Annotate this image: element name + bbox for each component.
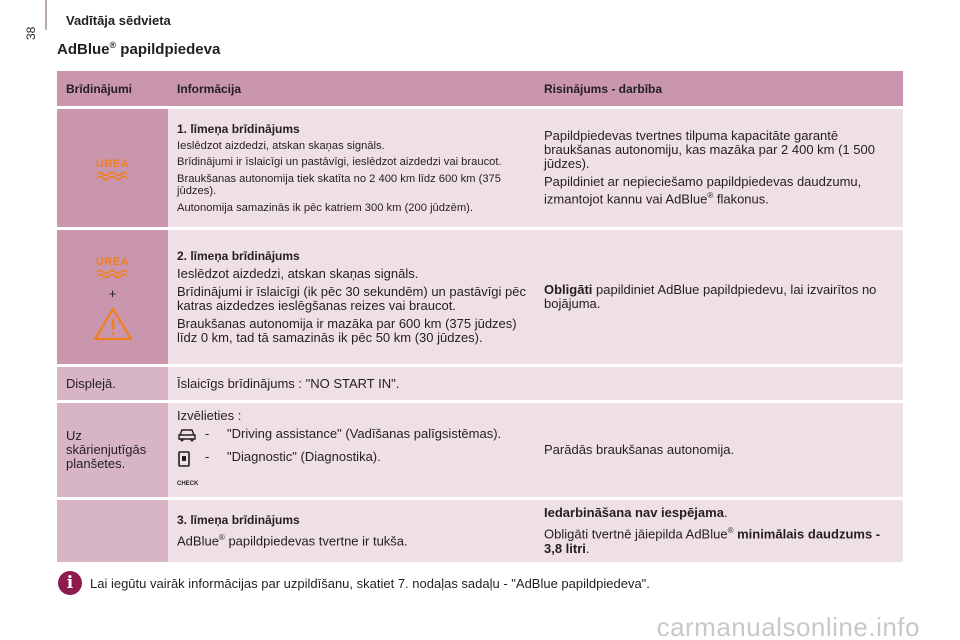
table-row — [57, 500, 903, 562]
section-title: Vadītāja sēdvieta — [66, 13, 171, 28]
column-header-warnings: Brīdinājumi — [57, 71, 168, 106]
option-diagnostic: "Diagnostic" (Diagnostika). — [227, 449, 381, 464]
level-3-title: 3. līmeņa brīdinājums — [177, 513, 300, 528]
column-header-information: Informācija — [168, 71, 535, 106]
action-text: Papildiniet ar nepieciešamo papildpiedevas daudzumu, izmantojot kannu vai AdBlue® flakonus. — [544, 174, 862, 207]
check-label: CHECK — [177, 481, 199, 487]
warning-cell — [57, 109, 168, 227]
table-row — [57, 230, 903, 364]
warning-cell — [57, 230, 168, 364]
watermark: carmanualsonline.info — [656, 612, 920, 640]
info-line: AdBlue® papildpiedevas tvertne ir tukša. — [177, 533, 408, 549]
action-text: Obligāti tvertnē jāiepilda AdBlue® minimālais daudzums - 3,8 litri. — [544, 526, 881, 556]
warning-cell — [57, 500, 168, 562]
choose-label: Izvēlieties : — [177, 408, 242, 423]
warnings-table — [57, 68, 903, 565]
information-cell — [168, 500, 535, 562]
action-cell: Parādās braukšanas autonomija. — [535, 403, 903, 497]
page-heading: AdBlue® papildpiedeva — [57, 40, 221, 58]
info-line: Ieslēdzot aizdedzi, atskan skaņas signāls. — [177, 139, 385, 152]
table-row — [57, 367, 903, 400]
action-text: Iedarbināšana nav iespējama. — [544, 505, 728, 521]
column-header-action: Risinājums - darbība — [535, 71, 903, 106]
menu-option: - "Diagnostic" (Diagnostika). — [177, 450, 526, 471]
information-cell — [168, 109, 535, 227]
level-2-title: 2. līmeņa brīdinājums — [177, 249, 300, 263]
info-line: Braukšanas autonomija tiek skatīta no 2 400 km līdz 600 km (375 jūdzes). — [177, 172, 501, 198]
menu-option: - "Driving assistance" (Vadīšanas palīgsistēmas). — [177, 427, 526, 446]
table-header-row — [57, 71, 903, 106]
location-cell: Displejā. — [57, 367, 168, 400]
info-line: Brīdinājumi ir īslaicīgi un pastāvīgi, ieslēdzot aizdedzi vai braucot. — [177, 156, 502, 169]
urea-warning-icon: UREA — [96, 159, 130, 181]
info-line: Brīdinājumi ir īslaicīgi (ik pēc 30 sekundēm) un pastāvīgi pēc katras aizdedzes ieslēgšanas reizes vai braucot. — [177, 284, 526, 313]
diagnostic-icon — [177, 450, 205, 471]
urea-warning-icon: UREA — [96, 257, 130, 279]
location-cell: Uz skārienjutīgās planšetes. — [57, 403, 168, 497]
footer-note: Lai iegūtu vairāk informācijas par uzpildīšanu, skatiet 7. nodaļas sadaļu - "AdBlue papildpiedeva". — [90, 576, 650, 591]
plus-sign: + — [108, 285, 117, 301]
action-cell — [535, 109, 903, 227]
action-cell — [535, 230, 903, 364]
warning-triangle-icon — [93, 307, 133, 341]
action-cell — [535, 500, 903, 562]
information-cell — [168, 403, 535, 497]
information-cell: Īslaicīgs brīdinājums : "NO START IN". — [168, 367, 535, 400]
info-icon: i — [58, 571, 82, 595]
car-assist-icon — [177, 427, 205, 446]
margin-rule — [45, 0, 47, 30]
level-1-title: 1. līmeņa brīdinājums — [177, 121, 300, 136]
option-driving-assistance: "Driving assistance" (Vadīšanas palīgsistēmas). — [227, 426, 502, 441]
action-text: Papildpiedevas tvertnes tilpuma kapacitāte garantē braukšanas autonomiju, kas mazāka par 2 400 km (1 500 jūdzes). — [544, 128, 875, 172]
page-number: 38 — [24, 26, 38, 40]
info-line: Ieslēdzot aizdedzi, atskan skaņas signāls. — [177, 266, 419, 281]
table-row — [57, 403, 903, 497]
table-row — [57, 109, 903, 227]
action-text: Obligāti papildiniet AdBlue papildpiedevu, lai izvairītos no bojājuma. — [544, 282, 877, 311]
info-line: Braukšanas autonomija ir mazāka par 600 km (375 jūdzes) līdz 0 km, tad tā samazinās ik pēc 50 km (30 jūdzes). — [177, 316, 517, 345]
information-cell — [168, 230, 535, 364]
info-line: Autonomija samazinās ik pēc katriem 300 km (200 jūdzēm). — [177, 201, 473, 214]
action-cell — [535, 367, 903, 400]
